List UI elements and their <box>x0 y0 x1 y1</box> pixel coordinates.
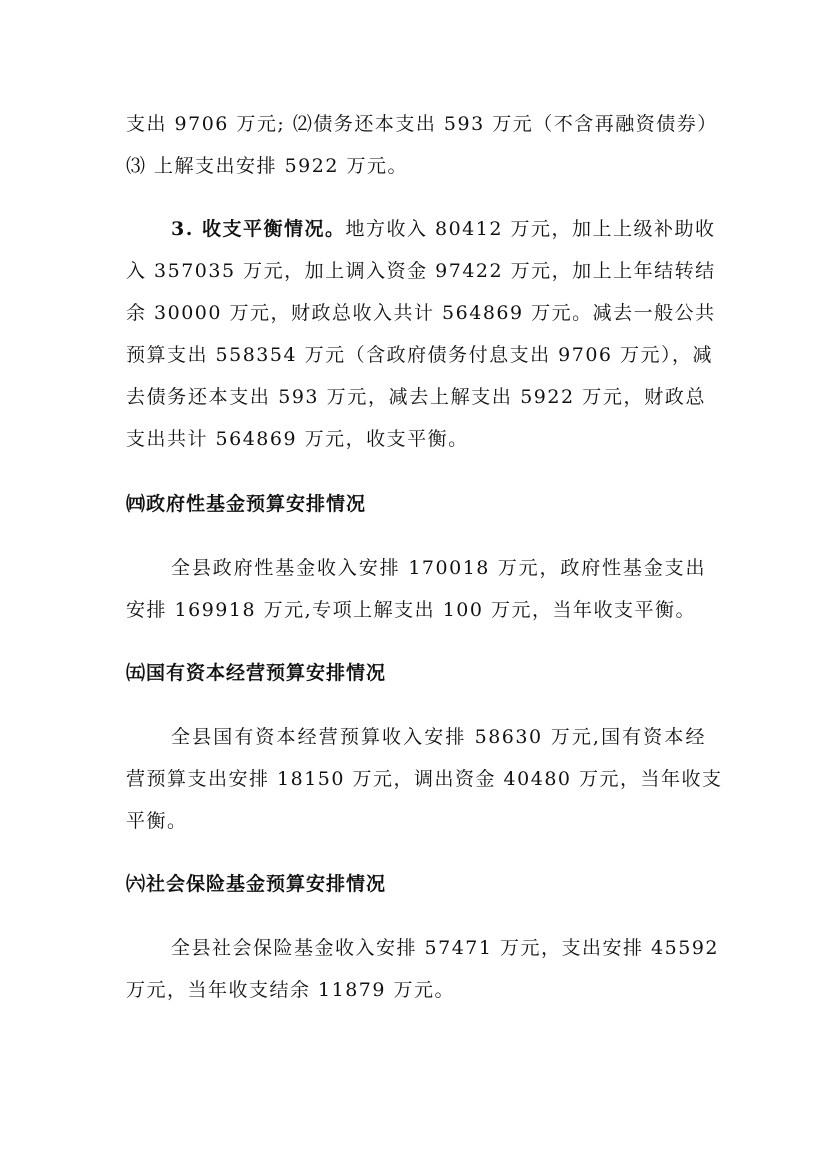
text-line: 全县国有资本经营预算收入安排 58630 万元,国有资本经 <box>171 726 706 748</box>
section-heading-5: ㈤国有资本经营预算安排情况 <box>126 662 387 684</box>
text-line: 余 30000 万元，财政总收入共计 564869 万元。减去一般公共 <box>126 302 716 324</box>
text-line: 全县社会保险基金收入安排 57471 万元，支出安排 45592 <box>171 937 720 959</box>
text-line: 万元，当年收支结余 11879 万元。 <box>126 979 456 1001</box>
text-line <box>171 217 716 241</box>
text-line: 营预算支出安排 18150 万元，调出资金 40480 万元，当年收支 <box>126 768 723 790</box>
text-line: ⑶ 上解支出安排 5922 万元。 <box>126 155 408 177</box>
text-line: 支出 9706 万元; ⑵债务还本支出 593 万元（不含再融资债券） <box>126 113 718 135</box>
text-line: 支出共计 564869 万元，收支平衡。 <box>126 428 469 450</box>
text-line: 入 357035 万元，加上调入资金 97422 万元，加上上年结转结 <box>126 260 716 282</box>
section-heading-6: ㈥社会保险基金预算安排情况 <box>126 873 387 895</box>
text-line: 安排 169918 万元,专项上解支出 100 万元，当年收支平衡。 <box>126 599 696 621</box>
text-line: 预算支出 558354 万元（含政府债务付息支出 9706 万元），减 <box>126 344 714 366</box>
text-span: 地方收入 80412 万元，加上上级补助收 <box>345 218 716 240</box>
text-line: 全县政府性基金收入安排 170018 万元，政府性基金支出 <box>171 557 706 579</box>
section-title-balance: 3. 收支平衡情况。 <box>171 218 346 240</box>
text-line: 平衡。 <box>126 810 188 832</box>
text-line: 去债务还本支出 593 万元，减去上解支出 5922 万元，财政总 <box>126 386 706 408</box>
section-heading-4: ㈣政府性基金预算安排情况 <box>126 493 367 515</box>
